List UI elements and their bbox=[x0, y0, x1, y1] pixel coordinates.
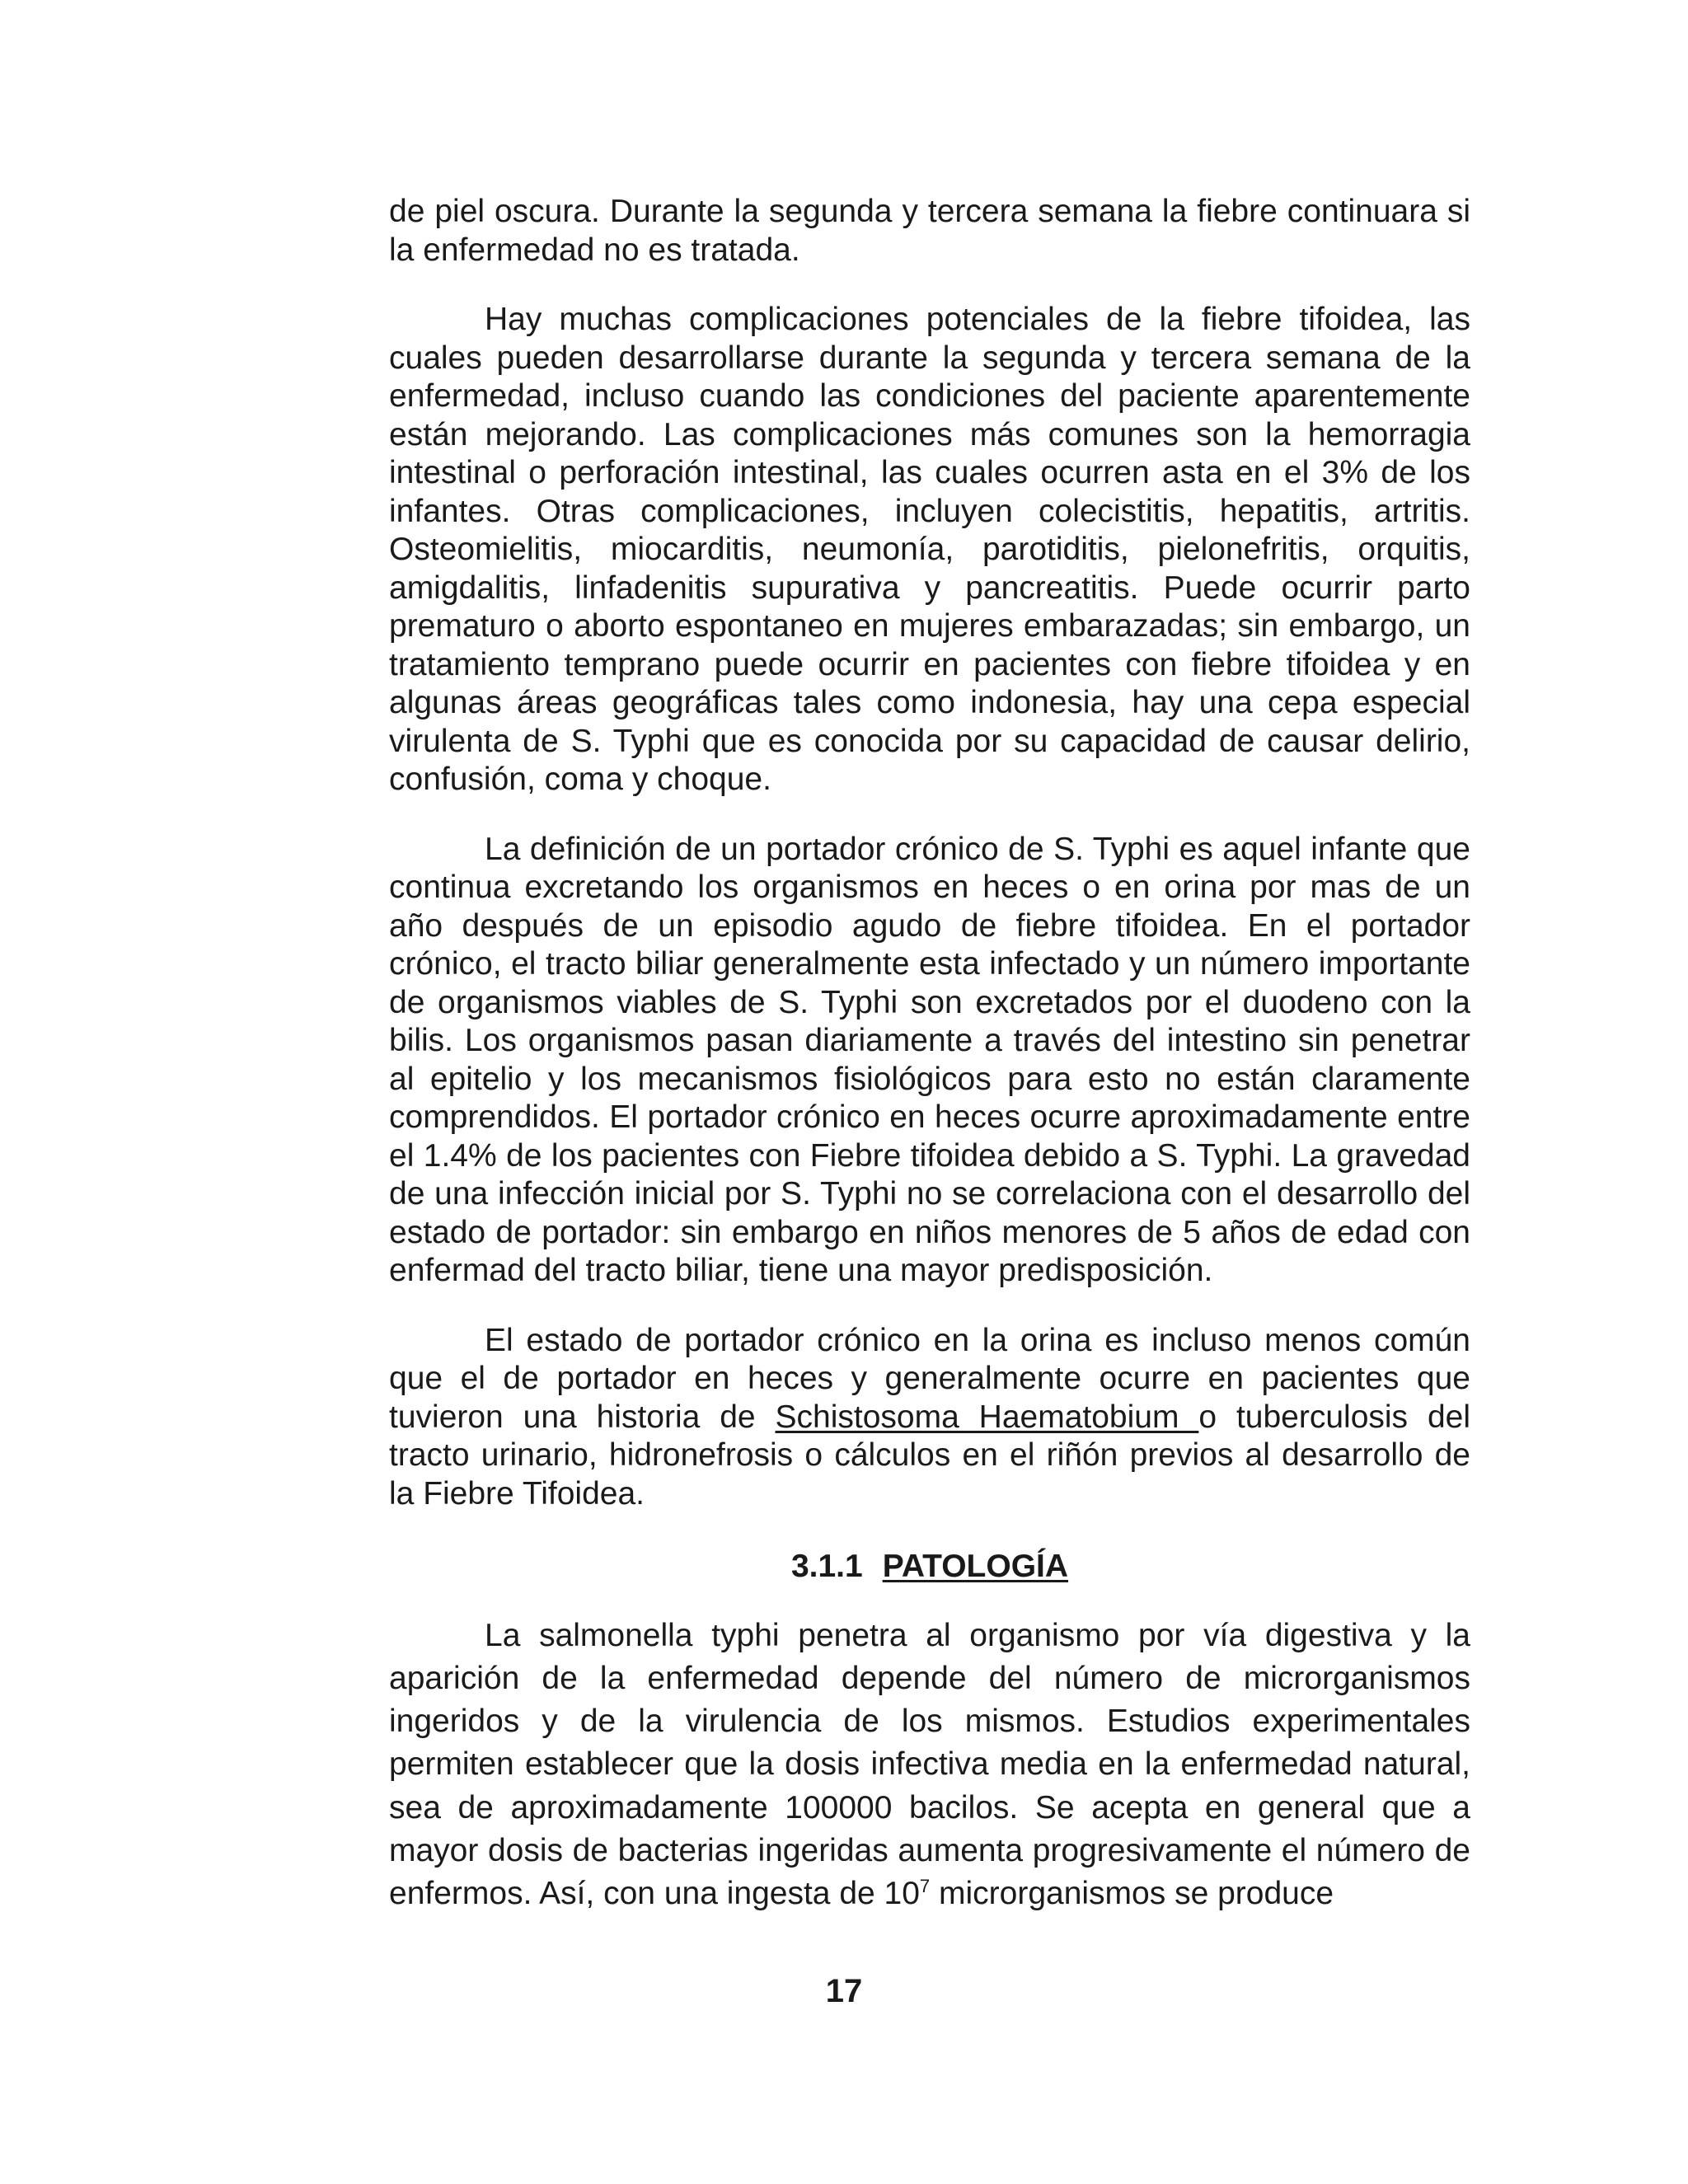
paragraph-pathology-text-a: La salmonella typhi penetra al organismo por vía digestiva y la aparición de la enfermedad depende del número de microrganismos ingeridos y de la virulencia de los mismos. Estudios experimentales permiten establecer que la dosis infectiva media en la enfermedad natural, sea de aproximadamente 100000 bacilos. Se acepta en general que a mayor dosis de bacterias ingeridas aumenta progresivamente el número de enfermos. Así, con una ingesta de 10 bbox=[389, 1617, 1470, 1912]
section-number: 3.1.1 bbox=[790, 1549, 863, 1584]
paragraph-pathology bbox=[389, 1615, 1470, 1916]
paragraph-continuation: de piel oscura. Durante la segunda y tercera semana la fiebre continuara si la enfermedad no es tratada. bbox=[389, 194, 1470, 268]
paragraph-urine-carrier bbox=[389, 1322, 1470, 1514]
exponent: 7 bbox=[919, 1876, 931, 1897]
paragraph-urine-carrier-text-b: o tuberculosis del tracto urinario, hidronefrosis o cálculos en el riñón previos al desarrollo de la Fiebre Tifoidea. bbox=[389, 1399, 1470, 1511]
section-title: PATOLOGÍA bbox=[882, 1549, 1069, 1584]
page-number: 17 bbox=[825, 1973, 863, 2009]
page-body bbox=[389, 193, 1470, 1916]
paragraph-urine-carrier-text-a: El estado de portador crónico en la orina es incluso menos común que el de portador en heces y generalmente ocurre en pacientes que tuvieron una historia de bbox=[389, 1322, 1470, 1435]
paragraph-chronic-carrier: La definición de un portador crónico de S. Typhi es aquel infante que continua excretando los organismos en heces o en orina por mas de un año después de un episodio agudo de fiebre tifoidea. En el portador crónico, el tracto biliar generalmente esta infectado y un número importante de organismos viables de S. Typhi son excretados por el duodeno con la bilis. Los organismos pasan diariamente a través del intestino sin penetrar al epitelio y los mecanismos fisiológicos para esto no están claramente comprendidos. El portador crónico en heces ocurre aproximadamente entre el 1.4% de los pacientes con Fiebre tifoidea debido a S. Typhi. La gravedad de una infección inicial por S. Typhi no se correlaciona con el desarrollo del estado de portador: sin embargo en niños menores de 5 años de edad con enfermad del tracto biliar, tiene una mayor predisposición. bbox=[389, 831, 1470, 1288]
paragraph-pathology-text-b: microrganismos se produce bbox=[930, 1876, 1334, 1912]
schistosoma-term: Schistosoma Haematobium bbox=[775, 1399, 1199, 1435]
section-heading bbox=[389, 1548, 1470, 1586]
paragraph-complications: Hay muchas complicaciones potenciales de la fiebre tifoidea, las cuales pueden desarrollarse durante la segunda y tercera semana de la enfermedad, incluso cuando las condiciones del paciente aparentemente están mejorando. Las complicaciones más comunes son la hemorragia intestinal o perforación intestinal, las cuales ocurren asta en el 3% de los infantes. Otras complicaciones, incluyen colecistitis, hepatitis, artritis. Osteomielitis, miocarditis, neumonía, parotiditis, pielonefritis, orquitis, amigdalitis, linfadenitis supurativa y pancreatitis. Puede ocurrir parto prematuro o aborto espontaneo en mujeres embarazadas; sin embargo, un tratamiento temprano puede ocurrir en pacientes con fiebre tifoidea y en algunas áreas geográficas tales como indonesia, hay una cepa especial virulenta de S. Typhi que es conocida por su capacidad de causar delirio, confusión, coma y choque. bbox=[389, 302, 1470, 797]
